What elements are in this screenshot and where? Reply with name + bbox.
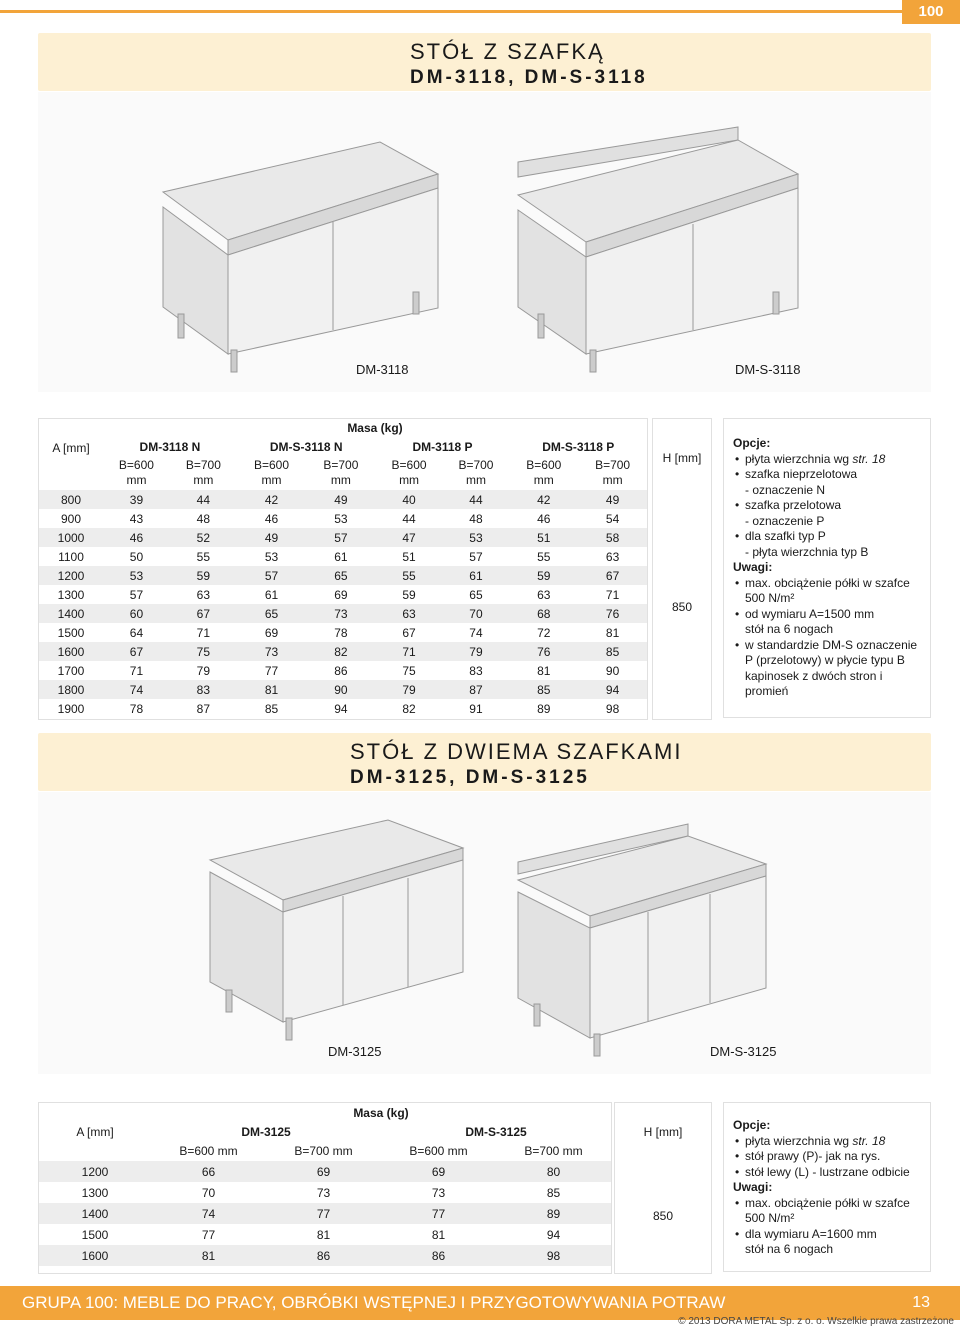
table-row: [39, 1245, 611, 1266]
table-row: [39, 585, 647, 604]
table-row: [39, 547, 647, 566]
note-item: • max. obciążenie półki w szafce: [733, 576, 922, 592]
table-cell: 61: [334, 549, 348, 564]
table-cell: 71: [605, 587, 620, 602]
table-cell: 73: [237, 642, 306, 661]
double-cabinet-drawings: [38, 792, 931, 1074]
section1-product-image: [38, 92, 931, 392]
table-row: [39, 604, 647, 623]
table-cell: 67: [170, 604, 237, 623]
table-cell: 74: [103, 680, 170, 699]
table-cell: 85: [578, 642, 647, 661]
group-header: DM-3118 P: [412, 439, 473, 454]
col-a-header: A [mm]: [52, 441, 90, 455]
table-cell: 77: [201, 1227, 216, 1242]
table-cell: 51: [402, 549, 416, 564]
row-dimension: 1300: [57, 587, 85, 602]
table-cell: 91: [469, 701, 483, 716]
table-cell: 79: [376, 680, 443, 699]
sub-header: B=700 mm: [595, 458, 631, 487]
table-cell: 47: [376, 528, 443, 547]
table-cell: 81: [605, 625, 620, 640]
table-cell: 61: [264, 587, 279, 602]
row-dimension: 1900: [57, 701, 85, 716]
row-dimension: 1700: [57, 663, 85, 678]
table-row: [39, 1182, 611, 1203]
top-bar: [0, 0, 960, 24]
table-cell: 48: [469, 511, 483, 526]
table-cell: 75: [170, 642, 237, 661]
table-cell: 78: [334, 625, 348, 640]
footer-page-number: 13: [912, 1294, 930, 1311]
page-number: 100: [902, 0, 960, 24]
h-value: 850: [652, 1209, 674, 1223]
table-cell: 46: [103, 528, 170, 547]
option-item: • szafka nieprzelotowa: [733, 467, 922, 483]
row-dimension: 1200: [39, 566, 103, 585]
table-cell: 86: [334, 663, 348, 678]
table-cell: 71: [376, 642, 443, 661]
table-cell: 49: [578, 490, 647, 509]
table-row: [39, 642, 647, 661]
table-cell: 63: [537, 587, 551, 602]
table-cell: 86: [381, 1245, 496, 1266]
table-cell: 83: [469, 663, 483, 678]
table-cell: 73: [316, 1185, 331, 1200]
masa-header: Masa (kg): [347, 421, 403, 435]
table-row: [39, 490, 647, 509]
row-dimension: 1000: [39, 528, 103, 547]
table-cell: 64: [129, 625, 144, 640]
dm-3118-drawing: [163, 142, 438, 372]
table-cell: 77: [264, 663, 279, 678]
table-row: [39, 1203, 611, 1224]
section2-product-image: [38, 792, 931, 1074]
col-a-header: A [mm]: [76, 1125, 114, 1139]
table-cell: 69: [266, 1161, 381, 1182]
dm-s-3125-drawing: [518, 824, 766, 1056]
table-cell: 53: [264, 549, 279, 564]
table-row: [39, 509, 647, 528]
table-cell: 51: [509, 528, 578, 547]
table-cell: 82: [306, 642, 375, 661]
table-cell: 52: [170, 528, 237, 547]
table-cell: 59: [170, 566, 237, 585]
table-cell: 90: [306, 680, 375, 699]
section1-title: STÓŁ Z SZAFKĄ: [410, 39, 605, 64]
option-item: • płyta wierzchnia wg str. 18: [733, 1134, 922, 1150]
option-sub: - oznaczenie P: [745, 513, 825, 528]
table-cell: 46: [264, 511, 279, 526]
table-cell: 86: [266, 1245, 381, 1266]
table-cabinet-drawings: [38, 92, 931, 392]
table-cell: 82: [402, 701, 416, 716]
table-cell: 79: [196, 663, 211, 678]
sub-header: B=700 mm: [524, 1144, 583, 1158]
table-cell: 57: [469, 549, 483, 564]
table-cell: 98: [605, 701, 620, 716]
table-cell: 49: [237, 528, 306, 547]
note-item: • max. obciążenie półki w szafce: [733, 1196, 922, 1212]
uwagi-label: Uwagi:: [733, 560, 773, 574]
copyright: © 2013 DORA METAL Sp. z o. o. Wszelkie prawa zastrzeżone: [678, 1316, 954, 1327]
row-dimension: 800: [39, 490, 103, 509]
masa-header: Masa (kg): [353, 1105, 409, 1120]
table-cell: 81: [316, 1227, 331, 1242]
row-dimension: 1600: [39, 1245, 151, 1266]
table-cell: 87: [443, 680, 510, 699]
table-cell: 70: [201, 1185, 216, 1200]
footer-bar: [0, 1286, 960, 1320]
group-header: DM-S-3118 P: [542, 439, 615, 454]
table-cell: 55: [376, 566, 443, 585]
dm-s-3118-drawing: [518, 127, 798, 372]
note-sub: 500 N/m²: [745, 1211, 795, 1225]
table-cell: 63: [196, 587, 211, 602]
caption-dm-3118: DM-3118: [356, 362, 409, 377]
table-cell: 77: [266, 1203, 381, 1224]
opcje-label: Opcje:: [733, 436, 771, 450]
table-cell: 85: [264, 701, 279, 716]
table-cell: 78: [129, 701, 144, 716]
table-cell: 40: [376, 490, 443, 509]
table-cell: 81: [151, 1245, 266, 1266]
section2-title: STÓŁ Z DWIEMA SZAFKAMI: [350, 739, 683, 764]
row-dimension: 900: [60, 511, 82, 526]
table-cell: 74: [469, 625, 483, 640]
table-cell: 71: [196, 625, 211, 640]
table-cell: 94: [546, 1227, 561, 1242]
table-cell: 44: [443, 490, 510, 509]
dm-3125-drawing: [210, 820, 463, 1040]
table-cell: 69: [381, 1161, 496, 1182]
row-dimension: 1600: [39, 642, 103, 661]
section2-weight-table: [38, 1102, 612, 1274]
footer-title: GRUPA 100: MEBLE DO PRACY, OBRÓBKI WSTĘPNEJ I PRZYGOTOWYWANIA POTRAW: [22, 1293, 726, 1312]
note-sub: stół na 6 nogach: [745, 622, 834, 636]
table-cell: 71: [129, 663, 144, 678]
table-cell: 54: [605, 511, 620, 526]
sub-header: B=700 mm: [294, 1144, 353, 1158]
table-cell: 75: [402, 663, 416, 678]
table-row: [39, 680, 647, 699]
table-cell: 44: [170, 490, 237, 509]
table-cell: 73: [431, 1185, 446, 1200]
row-dimension: 1400: [39, 604, 103, 623]
table-cell: 76: [578, 604, 647, 623]
section1-weight-table: [38, 418, 648, 720]
table-cell: 55: [537, 549, 551, 564]
sub-header: B=700 mm: [185, 458, 221, 487]
table-cell: 67: [578, 566, 647, 585]
section1-header: [38, 33, 931, 91]
table-cell: 57: [129, 587, 144, 602]
section2-header: [38, 733, 931, 791]
table-cell: 57: [237, 566, 306, 585]
table-cell: 63: [605, 549, 620, 564]
section1-h-column: [652, 418, 712, 720]
table-cell: 66: [151, 1161, 266, 1182]
sub-header: B=600 mm: [391, 458, 427, 487]
table-cell: 81: [431, 1227, 446, 1242]
caption-dm-3125: DM-3125: [328, 1044, 382, 1059]
caption-dm-s-3118: DM-S-3118: [735, 362, 801, 377]
table-cell: 69: [334, 587, 348, 602]
table-cell: 74: [151, 1203, 266, 1224]
note-item: • od wymiaru A=1500 mm: [733, 607, 922, 623]
table-cell: 42: [509, 490, 578, 509]
table-cell: 73: [306, 604, 375, 623]
option-item: • stół lewy (L) - lustrzane odbicie: [733, 1165, 922, 1181]
sub-header: B=700 mm: [458, 458, 494, 487]
option-sub: - oznaczenie N: [745, 482, 826, 497]
section2-models: DM-3125, DM-S-3125: [350, 767, 590, 788]
table-cell: 49: [306, 490, 375, 509]
row-dimension: 1500: [81, 1227, 109, 1242]
table-cell: 44: [402, 511, 416, 526]
row-dimension: 1300: [81, 1185, 109, 1200]
table-cell: 67: [402, 625, 416, 640]
table-cell: 65: [469, 587, 483, 602]
table-row: [39, 661, 647, 680]
table-row: [39, 566, 647, 585]
table-row: [39, 699, 647, 718]
table-cell: 70: [443, 604, 510, 623]
note-sub: stół na 6 nogach: [745, 1242, 834, 1256]
option-sub: - płyta wierzchnia typ B: [745, 544, 869, 559]
row-dimension: 1500: [57, 625, 85, 640]
table-cell: 59: [509, 566, 578, 585]
table-row: [39, 623, 647, 642]
table-cell: 77: [381, 1203, 496, 1224]
table-cell: 87: [196, 701, 211, 716]
section1-models: DM-3118, DM-S-3118: [410, 67, 648, 88]
group-header: DM-S-3125: [465, 1124, 527, 1139]
table-cell: 72: [537, 625, 551, 640]
opcje-label: Opcje:: [733, 1118, 771, 1132]
row-dimension: 1100: [58, 549, 84, 564]
section1-options: [723, 418, 931, 718]
sub-header: B=600 mm: [409, 1144, 468, 1158]
h-header: H [mm]: [662, 451, 702, 465]
table-cell: 89: [496, 1203, 611, 1224]
option-item: • szafka przelotowa: [733, 498, 922, 514]
table-cell: 60: [103, 604, 170, 623]
table-cell: 80: [496, 1161, 611, 1182]
table-row: [39, 528, 647, 547]
table-cell: 63: [376, 604, 443, 623]
note-item: • w standardzie DM-S oznaczenie: [733, 638, 922, 654]
table-cell: 46: [537, 511, 551, 526]
group-header: DM-3125: [241, 1124, 291, 1139]
table-cell: 89: [537, 701, 551, 716]
table-cell: 53: [103, 566, 170, 585]
table-cell: 58: [578, 528, 647, 547]
option-item: • płyta wierzchnia wg str. 18: [733, 452, 922, 468]
table-cell: 85: [546, 1185, 561, 1200]
h-header: H [mm]: [643, 1125, 683, 1139]
table-cell: 67: [103, 642, 170, 661]
table-cell: 48: [196, 511, 211, 526]
table-cell: 98: [496, 1245, 611, 1266]
table-cell: 53: [443, 528, 510, 547]
note-sub: 500 N/m²: [745, 591, 795, 605]
table-cell: 83: [170, 680, 237, 699]
option-item: • stół prawy (P)- jak na rys.: [733, 1149, 922, 1165]
table-cell: 76: [509, 642, 578, 661]
table-cell: 79: [443, 642, 510, 661]
table-cell: 94: [578, 680, 647, 699]
sub-header: B=600 mm: [179, 1144, 238, 1158]
table-cell: 61: [443, 566, 510, 585]
weights-table-3118: [39, 419, 647, 718]
top-rule: [0, 10, 960, 13]
table-cell: 39: [103, 490, 170, 509]
uwagi-label: Uwagi:: [733, 1180, 773, 1194]
table-row: [39, 1161, 611, 1182]
note-item: • dla wymiaru A=1600 mm: [733, 1227, 922, 1243]
sub-header: B=700 mm: [323, 458, 359, 487]
table-cell: 55: [196, 549, 211, 564]
table-cell: 50: [129, 549, 144, 564]
table-cell: 94: [334, 701, 348, 716]
row-dimension: 1200: [39, 1161, 151, 1182]
table-cell: 65: [237, 604, 306, 623]
group-header: DM-3118 N: [139, 439, 201, 454]
table-cell: 65: [306, 566, 375, 585]
sub-header: B=600 mm: [526, 458, 562, 487]
table-cell: 85: [509, 680, 578, 699]
table-cell: 43: [129, 511, 144, 526]
h-value: 850: [671, 600, 693, 614]
weights-table-3125: [39, 1103, 611, 1266]
sub-header: B=600 mm: [118, 458, 154, 487]
table-row: [39, 1224, 611, 1245]
table-cell: 90: [605, 663, 620, 678]
note-sub: P (przelotowy) w płycie typu B kapinosek z dwóch stron i promień: [745, 653, 905, 698]
sub-header: B=600 mm: [253, 458, 290, 487]
caption-dm-s-3125: DM-S-3125: [710, 1044, 777, 1059]
table-cell: 81: [237, 680, 306, 699]
section2-options: [723, 1102, 931, 1272]
table-cell: 69: [264, 625, 279, 640]
table-cell: 68: [509, 604, 578, 623]
row-dimension: 1800: [39, 680, 103, 699]
table-cell: 42: [237, 490, 306, 509]
table-cell: 57: [306, 528, 375, 547]
option-item: • dla szafki typ P: [733, 529, 922, 545]
table-cell: 59: [402, 587, 416, 602]
section2-h-column: [614, 1102, 712, 1274]
row-dimension: 1400: [39, 1203, 151, 1224]
group-header: DM-S-3118 N: [269, 439, 343, 454]
table-cell: 81: [537, 663, 551, 678]
table-cell: 53: [334, 511, 348, 526]
